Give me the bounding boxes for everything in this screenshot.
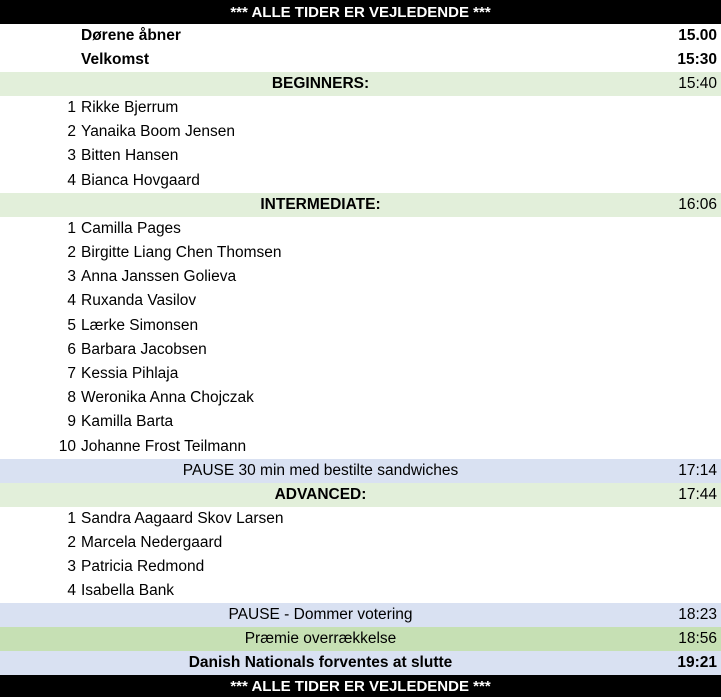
welcome-time: 15:30 xyxy=(677,51,717,68)
participant-row xyxy=(0,338,721,362)
participant-number: 2 xyxy=(67,533,76,551)
participant-number: 3 xyxy=(67,268,76,286)
pause2-time: 18:23 xyxy=(678,606,717,624)
participant-name: Birgitte Liang Chen Thomsen xyxy=(81,244,282,262)
participant-number: 1 xyxy=(67,509,76,527)
doors-label: Dørene åbner xyxy=(81,27,181,44)
intermediate-title: INTERMEDIATE: xyxy=(260,195,381,213)
participant-name: Rikke Bjerrum xyxy=(81,99,179,117)
participant-row xyxy=(0,531,721,555)
awards-label: Præmie overrækkelse xyxy=(244,630,397,648)
participant-row xyxy=(0,265,721,289)
participant-name: Sandra Aagaard Skov Larsen xyxy=(81,509,284,527)
participant-name: Isabella Bank xyxy=(81,582,175,600)
pause1-label: PAUSE 30 min med bestilte sandwiches xyxy=(182,461,459,479)
advanced-time: 17:44 xyxy=(678,485,717,503)
participant-row xyxy=(0,507,721,531)
participant-name: Lærke Simonsen xyxy=(81,316,199,334)
participant-name: Bianca Hovgaard xyxy=(81,171,200,189)
participant-name: Patricia Redmond xyxy=(81,558,205,576)
participant-number: 2 xyxy=(67,244,76,262)
welcome-row xyxy=(0,48,721,72)
participant-row xyxy=(0,555,721,579)
participant-number: 9 xyxy=(67,413,76,431)
participant-number: 8 xyxy=(67,389,76,407)
participant-name: Ruxanda Vasilov xyxy=(81,292,197,310)
pause1-time: 17:14 xyxy=(678,461,717,479)
beginners-list xyxy=(0,96,721,193)
participant-row xyxy=(0,241,721,265)
participant-name: Marcela Nedergaard xyxy=(81,533,223,551)
awards-time: 18:56 xyxy=(678,630,717,648)
participant-number: 1 xyxy=(67,99,76,117)
pause2-row xyxy=(0,603,721,627)
welcome-label: Velkomst xyxy=(81,51,150,68)
participant-number: 3 xyxy=(67,558,76,576)
participant-number: 4 xyxy=(67,582,76,600)
participant-number: 1 xyxy=(67,219,76,237)
intermediate-time: 16:06 xyxy=(678,195,717,213)
participant-number: 2 xyxy=(67,123,76,141)
end-time: 19:21 xyxy=(677,654,717,672)
participant-name: Yanaika Boom Jensen xyxy=(81,123,235,141)
participant-name: Weronika Anna Chojczak xyxy=(81,389,254,407)
participant-name: Johanne Frost Teilmann xyxy=(81,437,247,455)
end-label: Danish Nationals forventes at slutte xyxy=(188,654,453,672)
participant-row xyxy=(0,120,721,144)
participant-name: Camilla Pages xyxy=(81,219,181,237)
participant-row xyxy=(0,96,721,120)
participant-row xyxy=(0,314,721,338)
participant-row xyxy=(0,289,721,313)
participant-number: 7 xyxy=(67,364,76,382)
end-row xyxy=(0,651,721,675)
banner-bottom xyxy=(0,675,721,697)
intermediate-header xyxy=(0,193,721,217)
participant-row xyxy=(0,434,721,458)
banner-bottom-text: *** ALLE TIDER ER VEJLEDENDE *** xyxy=(230,677,491,695)
advanced-title: ADVANCED: xyxy=(274,485,367,503)
participant-name: Anna Janssen Golieva xyxy=(81,268,237,286)
pause1-row xyxy=(0,459,721,483)
banner-top xyxy=(0,0,721,24)
participant-row xyxy=(0,362,721,386)
awards-row xyxy=(0,627,721,651)
intermediate-list xyxy=(0,217,721,459)
doors-row xyxy=(0,24,721,48)
banner-top-text: *** ALLE TIDER ER VEJLEDENDE *** xyxy=(230,3,491,21)
participant-row xyxy=(0,579,721,603)
participant-number: 3 xyxy=(67,147,76,165)
doors-time: 15.00 xyxy=(678,27,717,44)
participant-row xyxy=(0,410,721,434)
participant-name: Kessia Pihlaja xyxy=(81,364,179,382)
participant-number: 4 xyxy=(67,171,76,189)
beginners-title: BEGINNERS: xyxy=(271,75,370,92)
participant-row xyxy=(0,169,721,193)
participant-number: 6 xyxy=(67,340,76,358)
advanced-list xyxy=(0,507,721,604)
participant-name: Barbara Jacobsen xyxy=(81,340,207,358)
beginners-header xyxy=(0,72,721,96)
advanced-header xyxy=(0,483,721,507)
beginners-time: 15:40 xyxy=(678,75,717,92)
participant-name: Kamilla Barta xyxy=(81,413,174,431)
participant-number: 10 xyxy=(58,437,76,455)
participant-row xyxy=(0,217,721,241)
participant-row xyxy=(0,144,721,168)
participant-number: 5 xyxy=(67,316,76,334)
pause2-label: PAUSE - Dommer votering xyxy=(228,606,413,624)
participant-number: 4 xyxy=(67,292,76,310)
participant-name: Bitten Hansen xyxy=(81,147,179,165)
participant-row xyxy=(0,386,721,410)
